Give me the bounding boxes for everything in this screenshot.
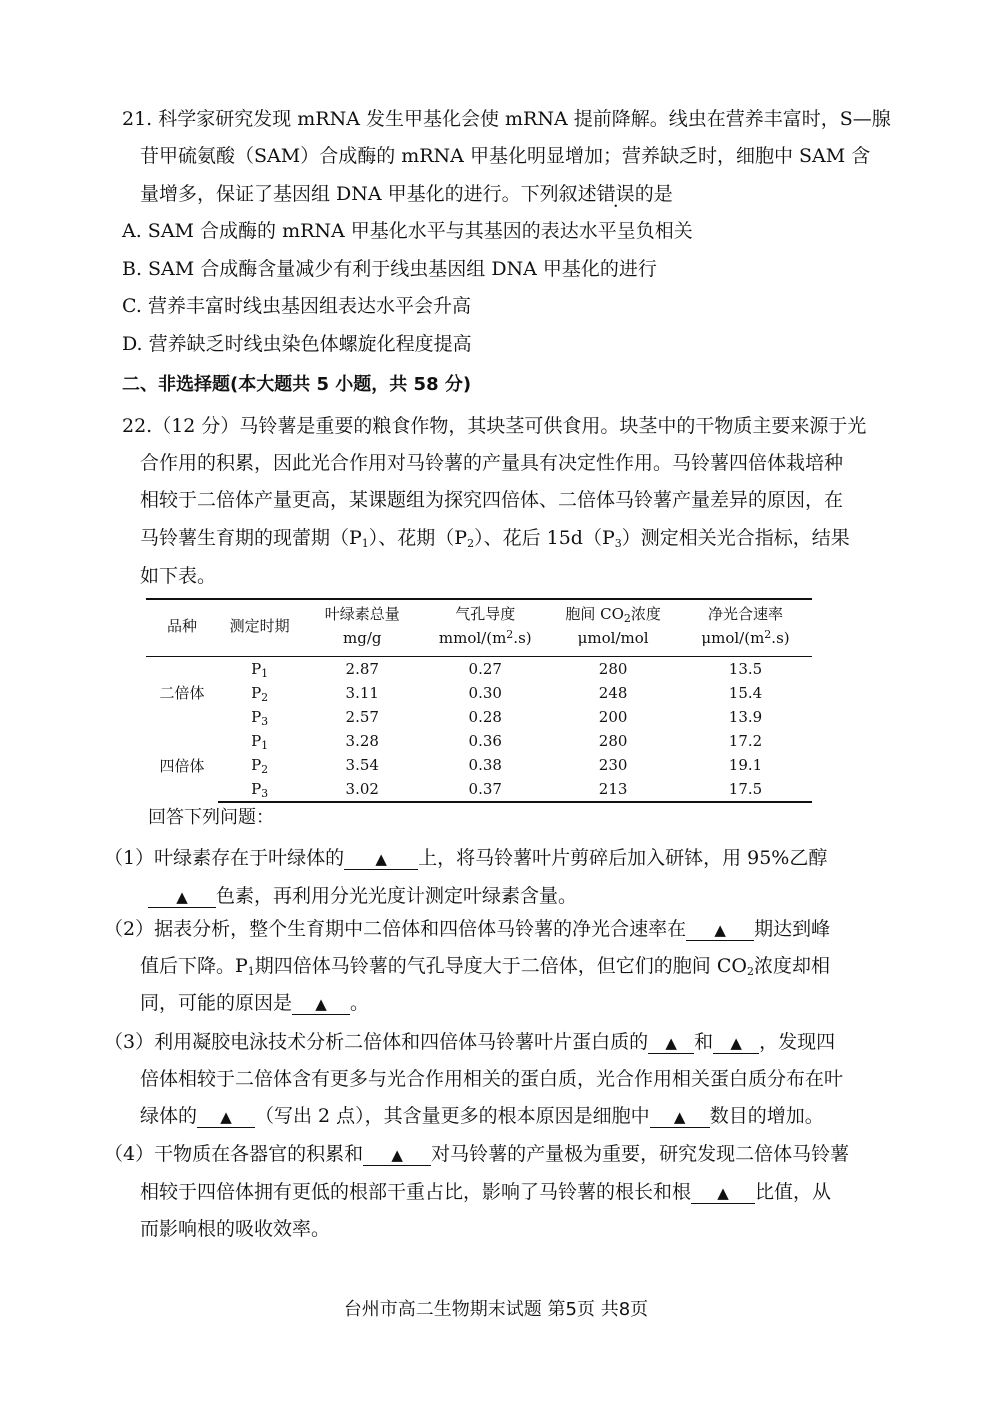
chl-cell: 2.57 <box>345 708 379 726</box>
pn-cell: 13.5 <box>728 660 763 678</box>
sub-2: 2 <box>467 537 475 550</box>
photosynthesis-data-table <box>146 598 812 803</box>
period-letter: P <box>251 660 262 678</box>
q22-intro-line-5: 如下表。 <box>140 565 217 587</box>
header-gs-tail: .s) <box>513 629 532 647</box>
q22-sub3-line-3 <box>140 1104 824 1128</box>
header-net-photosynthesis <box>679 599 812 657</box>
ci-cell: 248 <box>598 684 628 702</box>
q22-sub1-line-2 <box>148 884 577 908</box>
answer-blank-10[interactable]: ▲ <box>691 1183 755 1204</box>
header-ci-label-2: 浓度 <box>630 605 661 623</box>
table-row <box>146 681 812 705</box>
gs-cell: 0.37 <box>423 777 547 802</box>
table-header-row <box>146 599 812 657</box>
s3-text-c: ，发现四 <box>759 1031 836 1053</box>
s1-text-c: 色素，再利用分光光度计测定叶绿素含量。 <box>216 885 578 907</box>
table-row <box>146 705 812 729</box>
header-pn-unit: μmol/(m <box>701 629 765 647</box>
variety-diploid: 二倍体 <box>159 684 205 702</box>
gs-cell: 0.28 <box>468 708 502 726</box>
s3-text-e2: （写出 2 点），其含量更多的根本原因是细胞中 <box>255 1105 650 1127</box>
s4-text-a: （4）干物质在各器官的积累和 <box>104 1143 364 1165</box>
s3-text-e1: 绿体的 <box>140 1105 198 1127</box>
s2-text-c1: 值后下降。P <box>140 955 248 977</box>
ci-cell: 280 <box>598 732 628 750</box>
gs-cell: 0.27 <box>468 660 502 678</box>
s1-text-a: （1）叶绿素存在于叶绿体的 <box>104 847 345 869</box>
table-row <box>146 729 812 753</box>
s3-text-b: 和 <box>694 1031 714 1053</box>
table-row <box>146 657 812 682</box>
ci-cell: 213 <box>547 777 679 802</box>
variety-tetraploid: 四倍体 <box>159 756 205 775</box>
s2-text-d1: 同，可能的原因是 <box>140 992 293 1014</box>
q22-intro-4-a: 马铃薯生育期的现蕾期（P <box>140 527 362 549</box>
table-row <box>146 753 812 777</box>
period-cell <box>218 777 301 802</box>
pn-cell: 19.1 <box>728 756 763 774</box>
s4-text-c: 相较于四倍体拥有更低的根部干重占比，影响了马铃薯的根长和根 <box>140 1181 692 1203</box>
q22-sub4-line-1 <box>104 1142 849 1166</box>
period-cell <box>218 657 301 682</box>
header-pn-label: 净光合速率 <box>707 605 783 623</box>
q22-intro-line-1: 22.（12 分）马铃薯是重要的粮食作物，其块茎可供食用。块茎中的干物质主要来源于光 <box>122 415 867 437</box>
q22-intro-4-d: ）测定相关光合指标，结果 <box>621 527 850 549</box>
period-sub: 3 <box>261 787 269 800</box>
answer-blank-4[interactable]: ▲ <box>292 994 350 1015</box>
s4-text-b: 对马铃薯的产量极为重要，研究发现二倍体马铃薯 <box>431 1143 850 1165</box>
sub-1: 1 <box>247 965 255 978</box>
answer-prompt: 回答下列问题： <box>148 807 274 828</box>
chl-cell: 2.87 <box>345 660 379 678</box>
answer-blank-2[interactable]: ▲ <box>148 887 216 908</box>
pn-cell: 13.9 <box>728 708 763 726</box>
ci-cell: 280 <box>598 660 628 678</box>
answer-blank-6[interactable]: ▲ <box>713 1033 759 1054</box>
period-sub: 2 <box>261 763 269 776</box>
gs-cell: 0.30 <box>468 684 502 702</box>
period-sub: 3 <box>261 715 269 728</box>
period-letter: P <box>251 708 262 726</box>
period-sub: 2 <box>261 691 269 704</box>
ci-cell: 200 <box>598 708 628 726</box>
s2-text-a: （2）据表分析，整个生育期中二倍体和四倍体马铃薯的净光合速率在 <box>104 918 687 940</box>
header-intercellular-co2 <box>547 599 679 657</box>
header-chl-label: 叶绿素总量 <box>324 605 400 623</box>
q22-intro-line-3: 相较于二倍体产量更高，某课题组为探究四倍体、二倍体马铃薯产量差异的原因，在 <box>140 489 844 511</box>
q21-option-d: D. 营养缺乏时线虫染色体螺旋化程度提高 <box>122 333 472 355</box>
period-letter: P <box>251 756 262 774</box>
answer-blank-7[interactable]: ▲ <box>197 1107 255 1128</box>
q22-intro-4-b: ）、花期（P <box>368 527 468 549</box>
q21-stem-line-3 <box>140 182 673 206</box>
pn-cell: 17.5 <box>679 777 812 802</box>
q21-option-c: C. 营养丰富时线虫基因组表达水平会升高 <box>122 295 471 317</box>
period-cell <box>218 705 301 729</box>
s2-text-c3: 浓度却相 <box>753 955 830 977</box>
chl-cell: 3.54 <box>345 756 379 774</box>
chl-cell: 3.28 <box>345 732 379 750</box>
q21-stem-3-pre: 量增多，保证了基因组 DNA 甲基化的进行。下列叙述 <box>140 183 597 205</box>
q22-intro-4-c: ）、花后 15d（P <box>474 527 615 549</box>
q22-sub3-line-2: 倍体相较于二倍体含有更多与光合作用相关的蛋白质，光合作用相关蛋白质分布在叶 <box>140 1068 844 1090</box>
q21-emphasis-wrong: 错误 <box>596 183 635 205</box>
period-cell <box>218 729 301 753</box>
header-chl-unit: mg/g <box>343 629 382 647</box>
gs-cell: 0.38 <box>468 756 502 774</box>
answer-blank-9[interactable]: ▲ <box>363 1145 431 1166</box>
q21-stem-line-1: 21. 科学家研究发现 mRNA 发生甲基化会使 mRNA 提前降解。线虫在营养丰富时，S—腺 <box>122 108 891 130</box>
q21-stem-3-post: 的是 <box>634 183 673 205</box>
chl-cell: 3.02 <box>301 777 423 802</box>
pn-cell: 17.2 <box>728 732 763 750</box>
period-cell <box>218 681 301 705</box>
table-row <box>146 777 812 802</box>
header-period: 测定时期 <box>218 599 301 657</box>
header-gs-unit: mmol/(m <box>438 629 507 647</box>
q22-intro-line-4 <box>140 526 850 550</box>
period-letter: P <box>251 732 262 750</box>
q22-sub2-line-3 <box>140 991 369 1015</box>
period-sub: 1 <box>261 667 269 680</box>
q22-sub2-line-2 <box>140 954 830 978</box>
sub-1: 1 <box>361 537 369 550</box>
header-pn-tail: .s) <box>771 629 790 647</box>
section-title: 二、非选择题(本大题共 5 小题，共 58 分) <box>122 374 472 395</box>
q21-option-a: A. SAM 合成酶的 mRNA 甲基化水平与其基因的表达水平呈负相关 <box>122 220 693 242</box>
pn-cell: 15.4 <box>728 684 763 702</box>
s4-text-d: 比值，从 <box>755 1181 832 1203</box>
q22-sub1-line-1 <box>104 846 827 870</box>
page-footer: 台州市高二生物期末试题 第5页 共8页 <box>343 1299 649 1320</box>
ci-cell: 230 <box>598 756 628 774</box>
chl-cell: 3.11 <box>345 684 379 702</box>
header-gs-sup: 2 <box>506 628 514 641</box>
header-ci-unit: μmol/mol <box>577 629 649 647</box>
period-sub: 1 <box>261 739 269 752</box>
s2-text-d2: 。 <box>350 992 370 1014</box>
q22-intro-line-2: 合作用的积累，因此光合作用对马铃薯的产量具有决定性作用。马铃薯四倍体栽培种 <box>140 452 844 474</box>
period-letter: P <box>251 780 262 798</box>
sub-2: 2 <box>746 965 754 978</box>
header-gs-label: 气孔导度 <box>455 605 516 623</box>
header-variety: 品种 <box>146 599 218 657</box>
q22-sub3-line-1 <box>104 1030 835 1054</box>
q22-sub4-line-2 <box>140 1180 831 1204</box>
s3-text-a: （3）利用凝胶电泳技术分析二倍体和四倍体马铃薯叶片蛋白质的 <box>104 1031 649 1053</box>
answer-blank-3[interactable]: ▲ <box>686 920 754 941</box>
answer-blank-8[interactable]: ▲ <box>650 1107 710 1128</box>
s2-text-b: 期达到峰 <box>754 918 831 940</box>
header-chlorophyll <box>301 599 423 657</box>
sub-3: 3 <box>614 537 622 550</box>
answer-blank-5[interactable]: ▲ <box>648 1033 694 1054</box>
s3-text-e3: 数目的增加。 <box>709 1105 824 1127</box>
q21-stem-line-2: 苷甲硫氨酸（SAM）合成酶的 mRNA 甲基化明显增加；营养缺乏时，细胞中 SAM 含 <box>140 145 871 167</box>
q22-sub2-line-1 <box>104 917 830 941</box>
period-cell <box>218 753 301 777</box>
s1-text-b: 上，将马铃薯叶片剪碎后加入研钵，用 95%乙醇 <box>418 847 828 869</box>
header-ci-sub: 2 <box>623 612 631 625</box>
header-stomatal-conductance <box>423 599 547 657</box>
q21-option-b: B. SAM 合成酶含量减少有利于线虫基因组 DNA 甲基化的进行 <box>122 258 657 280</box>
s2-text-c2: 期四倍体马铃薯的气孔导度大于二倍体，但它们的胞间 CO <box>254 955 747 977</box>
q22-sub4-line-3: 而影响根的吸收效率。 <box>140 1218 331 1240</box>
header-pn-sup: 2 <box>764 628 772 641</box>
gs-cell: 0.36 <box>468 732 502 750</box>
header-ci-label: 胞间 CO <box>565 605 624 623</box>
period-letter: P <box>251 684 262 702</box>
answer-blank-1[interactable]: ▲ <box>344 849 418 870</box>
